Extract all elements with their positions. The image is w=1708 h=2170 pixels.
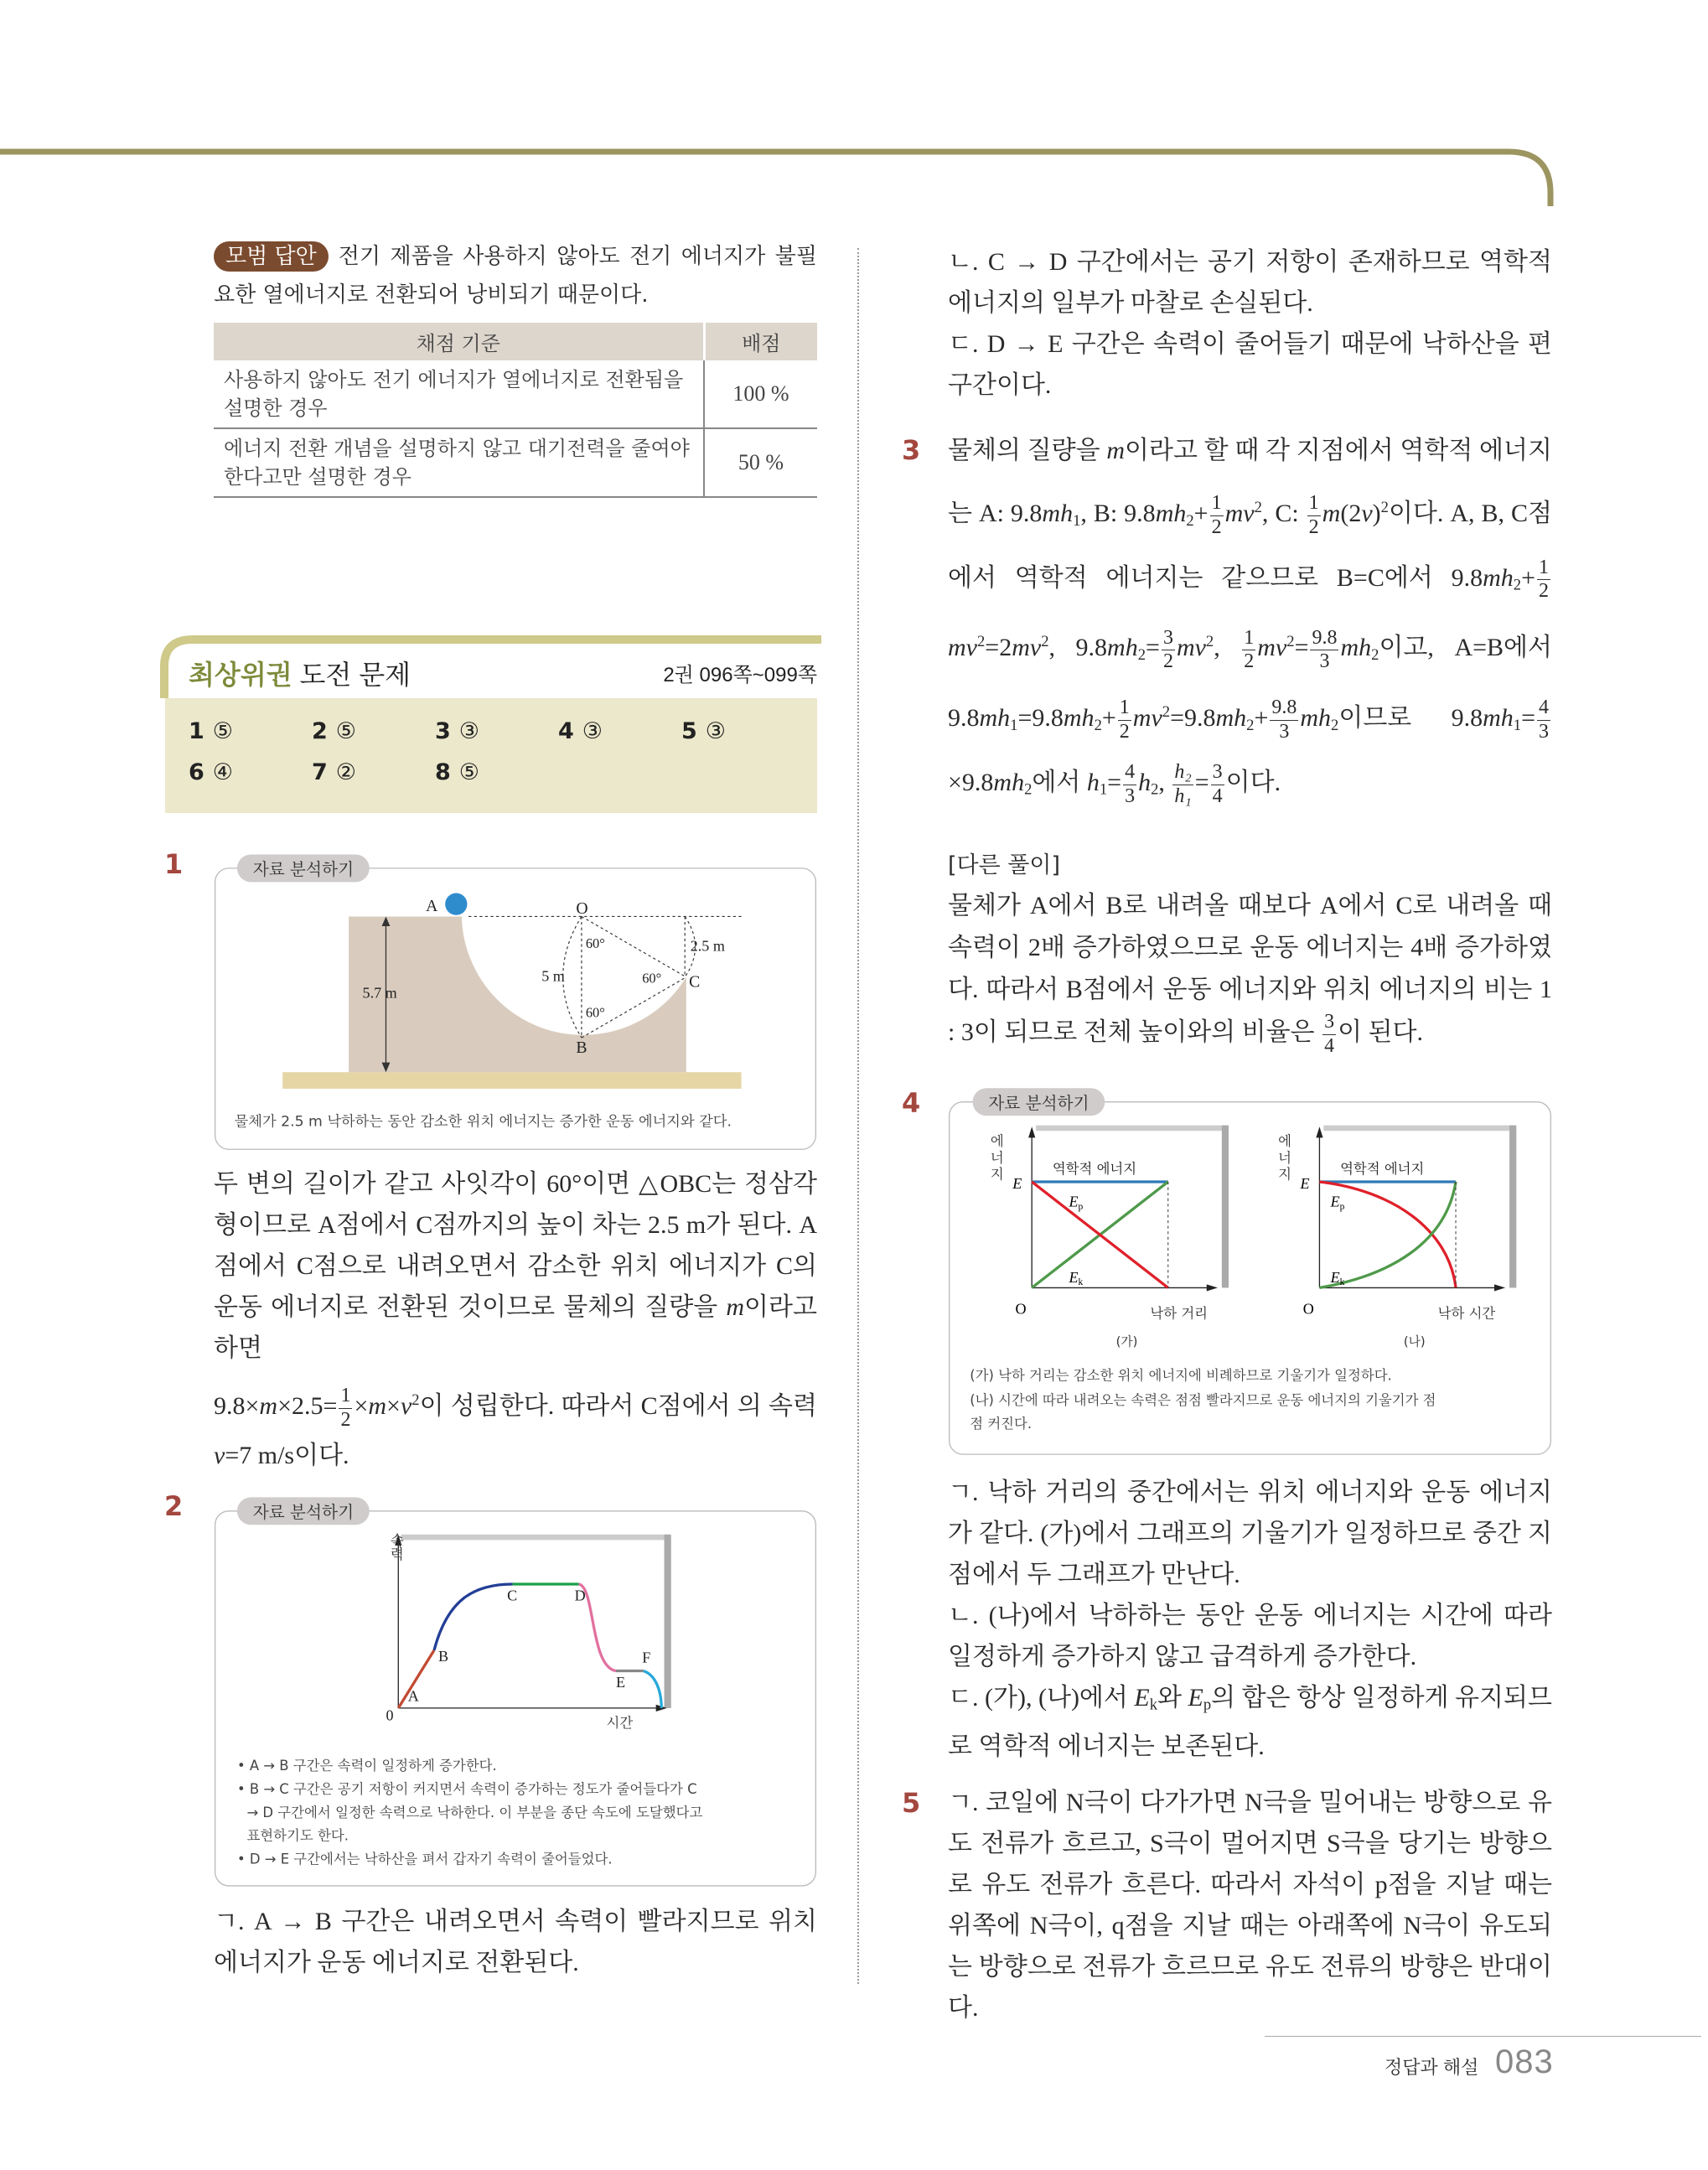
- fraction-denominator: 2: [1211, 515, 1222, 538]
- q2-item-b: [948, 241, 1552, 324]
- figure-q1: [214, 852, 817, 1155]
- text-run: (2: [1340, 500, 1362, 528]
- math-fraction: [1270, 697, 1298, 743]
- table-row: [214, 428, 817, 497]
- math-variable: mh: [1300, 704, 1332, 733]
- q5-item-a: [948, 1782, 1552, 2028]
- math-fraction: [1162, 627, 1175, 674]
- math-fraction: [1118, 697, 1131, 743]
- math-variable: mv: [1257, 634, 1287, 662]
- caption-line: 점 커진다.: [970, 1415, 1033, 1432]
- q1-explanation: [214, 1163, 817, 1369]
- fraction-denominator: 2: [1308, 515, 1319, 538]
- table-row: [214, 360, 817, 428]
- origin-label: O: [1302, 1300, 1314, 1318]
- math-variable: mv: [1012, 634, 1042, 662]
- caption-bullet: 표현하기도 한다.: [246, 1827, 349, 1844]
- question-number: 4: [902, 1087, 921, 1119]
- q2-item-a: [214, 1901, 817, 1983]
- math-variable: v: [1361, 500, 1373, 528]
- question-number: 3: [902, 434, 921, 466]
- q3-para: [948, 422, 1552, 819]
- section-title-main: 도전 문제: [299, 660, 411, 690]
- math-variable: mh: [1155, 500, 1187, 528]
- math-variable: m: [259, 1392, 278, 1421]
- math-variable: mh: [1042, 500, 1074, 528]
- text-run: ㄴ. (나)에서 낙하하는 동안 운동 에너지는 시간에 따라 일정하게 증가하지 않고 급격하게 증가한다.: [948, 1602, 1552, 1670]
- math-superscript: 2: [1254, 499, 1262, 516]
- math-variable: mv: [1176, 634, 1206, 662]
- answer-choice: ③: [705, 718, 727, 744]
- total-height-label: 5.7 m: [362, 984, 397, 1002]
- fraction-denominator: 2: [340, 1408, 351, 1431]
- text-run: ×2.5=: [277, 1392, 338, 1421]
- q4-item-a: [948, 1472, 1552, 1595]
- text-run: =: [1146, 634, 1160, 662]
- math-variable: m: [368, 1392, 387, 1421]
- answer-number: 7: [312, 759, 328, 785]
- text-run: 물체의 질량을: [948, 437, 1107, 464]
- answer-number: 3: [435, 718, 451, 744]
- math-subscript: 1: [1513, 717, 1522, 735]
- math-superscript: 2: [1162, 703, 1171, 722]
- answer-number: 8: [435, 759, 451, 785]
- text-run: , C:: [1261, 500, 1306, 528]
- math-variable: mh: [993, 769, 1025, 797]
- math-subscript: 2: [1246, 717, 1255, 735]
- answer-number: 1: [189, 718, 204, 744]
- fraction-denominator: 3: [1319, 650, 1330, 673]
- y-axis-label: 속력: [375, 1532, 404, 1549]
- math-variable: v: [214, 1442, 225, 1470]
- math-superscript: 2: [976, 633, 986, 651]
- caption-line: (가) 낙하 거리는 감소한 위치 에너지에 비례하므로 기울기가 일정하다.: [970, 1367, 1392, 1384]
- x-axis-label: 낙하 거리: [1150, 1305, 1209, 1322]
- math-variable: E: [1188, 1684, 1203, 1712]
- math-fraction: [1242, 627, 1255, 674]
- tab-label: 자료 분석하기: [988, 1093, 1089, 1113]
- fraction-denominator: 2: [1119, 721, 1130, 743]
- q1-formula: [214, 1376, 817, 1480]
- footer-label: 정답과 해설: [1385, 2057, 1479, 2078]
- label-E: E: [1012, 1175, 1022, 1193]
- math-variable: h: [1086, 769, 1100, 797]
- math-variable: mh: [979, 704, 1011, 733]
- y-axis-label: 에: [990, 1133, 1004, 1150]
- answer-number: 6: [189, 759, 204, 785]
- text-run: 이 된다.: [1338, 1018, 1424, 1046]
- text-run: +: [1521, 563, 1535, 592]
- label-B: B: [576, 1038, 587, 1058]
- text-run: +: [1254, 704, 1269, 733]
- y-axis-label: 에: [1278, 1133, 1292, 1150]
- fraction-denominator: h₁: [1174, 785, 1192, 807]
- fraction-numerator: 1: [1242, 627, 1255, 651]
- math-subscript: 1: [1073, 511, 1081, 530]
- q1-para1: [214, 1163, 817, 1369]
- answer-box: [165, 698, 817, 813]
- q1-para2: [214, 1376, 817, 1480]
- answer-number: 5: [681, 718, 697, 744]
- text-run: =: [1194, 769, 1209, 797]
- math-subscript: p: [1203, 1696, 1212, 1714]
- grading-table: [214, 323, 817, 498]
- fraction-denominator: 2: [1244, 650, 1255, 673]
- answer-item: [681, 718, 726, 744]
- caption-line: (나) 시간에 따라 내려오는 속력은 점점 빨라지므로 운동 에너지의 기울기가 점: [970, 1392, 1436, 1409]
- text-run: ㄷ. D → E 구간은 속력이 줄어들기 때문에 낙하산을 편 구간이다.: [948, 330, 1552, 399]
- fraction-numerator: 3: [1322, 1011, 1336, 1035]
- mechanical-energy-label: 역학적 에너지: [1340, 1161, 1425, 1178]
- fraction-denominator: 3: [1539, 721, 1549, 743]
- question-number: 5: [902, 1787, 921, 1819]
- text-run: 에서: [1032, 769, 1087, 797]
- footer-rule: [1265, 2036, 1701, 2037]
- x-axis-label: 낙하 시간: [1437, 1305, 1496, 1322]
- figure-q2: [214, 1494, 817, 1890]
- tab-label: 자료 분석하기: [252, 860, 355, 880]
- fraction-numerator: 1: [1537, 557, 1550, 581]
- answer-choice: ⑤: [335, 718, 357, 744]
- q2-items-continued: [948, 241, 1552, 406]
- answer-number: 4: [558, 718, 574, 744]
- caption-bullet: • D → E 구간에서는 낙하산을 펴서 갑자기 속력이 줄어들었다.: [236, 1851, 613, 1867]
- answer-item: [435, 718, 479, 744]
- q2-item-c: [948, 324, 1552, 406]
- math-fraction: [1172, 761, 1193, 808]
- text-run: =: [1294, 634, 1309, 662]
- label-C: C: [689, 972, 701, 992]
- caption-bullet: • B → C 구간은 공기 저항이 커지면서 속력이 증가하는 정도가 줄어들다가 C: [236, 1780, 697, 1797]
- text-run: =9.8: [1017, 704, 1064, 733]
- q2-item-a-text: [214, 1901, 817, 1983]
- fraction-numerator: 1: [339, 1385, 352, 1409]
- fraction-numerator: h₂: [1172, 761, 1193, 785]
- label-C: C: [507, 1587, 518, 1604]
- math-subscript: 2: [1186, 511, 1194, 530]
- page-number: 083: [1495, 2043, 1554, 2080]
- text-run: ㄱ. 코일에 N극이 다가가면 N극을 밀어내는 방향으로 유도 전류가 흐르고, S극이 멀어지면 S극을 당기는 방향으로 유도 전류가 흐른다. 따라서 자석이 p점을 지날 때는 위쪽에 N극이, q점을 지날 때는 아래쪽에 N극이 유도되는 방향으로 전류가 흐르므로 유도 전류의 방향은 반대이다.: [948, 1789, 1552, 2022]
- y-axis-label: 너: [990, 1149, 1004, 1166]
- text-run: =7 m/s이다.: [225, 1442, 349, 1470]
- label-E: E: [616, 1674, 626, 1691]
- fraction-numerator: 4: [1123, 761, 1136, 785]
- answer-item: [189, 718, 233, 744]
- text-run: 이 성립한다. 따라서 C점에서 의 속력: [419, 1392, 817, 1421]
- section-title: [189, 654, 411, 692]
- q4-items: [948, 1472, 1552, 1767]
- math-superscript: 2: [1380, 499, 1389, 516]
- fraction-denominator: 2: [1162, 650, 1173, 673]
- text-run: 이므로 9.8: [1338, 704, 1483, 733]
- q5-items: [948, 1782, 1552, 2028]
- label-Ek: Ek: [1069, 1268, 1084, 1288]
- text-run: ㄱ. 낙하 거리의 중간에서는 위치 에너지와 운동 에너지가 같다. (가)에서 그래프의 기울기가 일정하므로 중간 지점에서 두 그래프가 만난다.: [948, 1479, 1552, 1588]
- caption-bullet: → D 구간에서 일정한 속력으로 낙하한다. 이 부분을 종단 속도에 도달했다고: [246, 1804, 703, 1820]
- answer-item: [435, 759, 479, 785]
- math-subscript: 2: [1151, 780, 1159, 799]
- math-variable: m: [1106, 437, 1125, 464]
- text-run: =: [1107, 769, 1122, 797]
- y-axis-label: 지: [1278, 1166, 1292, 1183]
- text-run: , B: 9.8: [1080, 500, 1156, 528]
- y-axis-label: 너: [1278, 1149, 1292, 1166]
- q3-alt-label: [다른 풀이]: [948, 852, 1060, 878]
- height-label: 2.5 m: [690, 937, 725, 955]
- math-variable: mh: [1483, 563, 1514, 592]
- answer-item: [312, 718, 356, 744]
- ball: [445, 893, 467, 914]
- section-title-accent: 최상위권: [189, 660, 292, 690]
- grading-score: 50 %: [704, 428, 817, 497]
- math-superscript: 2: [1041, 633, 1049, 651]
- answer-choice: ③: [582, 718, 603, 744]
- fraction-numerator: 1: [1118, 697, 1131, 721]
- figure-q4: [948, 1088, 1552, 1460]
- text-run: 와: [1157, 1684, 1188, 1712]
- mechanical-energy-label: 역학적 에너지: [1052, 1161, 1137, 1178]
- ground: [282, 1072, 741, 1089]
- text-run: =: [1521, 704, 1535, 733]
- text-run: 두 변의 길이가 같고 사잇각이 60°이면 △OBC는 정삼각형이므로 A점에서 C점까지의 높이 차는 2.5 m가 된다. A점에서 C점으로 내려오면서 감소한 위치 에너지가 C의 운동 에너지로 전환된 것이므로 물체의 질량을: [214, 1170, 817, 1321]
- model-answer-badge: 모범 답안: [214, 241, 329, 272]
- math-fraction: [1123, 761, 1136, 808]
- fraction-denominator: 2: [1539, 580, 1549, 603]
- fraction-denominator: 4: [1324, 1034, 1335, 1057]
- math-subscript: 2: [1371, 646, 1379, 665]
- grading-score: 100 %: [704, 360, 817, 428]
- math-variable: mv: [948, 634, 977, 662]
- text-run: 이라고 할 때 각 지점에서 역학적 에너지는 A: 9.8: [948, 437, 1552, 528]
- x-axis-label: 시간: [606, 1714, 634, 1731]
- question-number: 2: [164, 1490, 184, 1522]
- y-axis-label: 지: [990, 1166, 1004, 1183]
- text-run: ×9.8: [948, 769, 994, 797]
- math-fraction: [1537, 557, 1550, 603]
- label-F: F: [642, 1649, 651, 1666]
- radius-label: 5 m: [541, 967, 565, 985]
- text-run: 의 합은 항상 일정하게 유지되므로 역학적 에너지는 보존된다.: [948, 1684, 1552, 1760]
- text-run: 이라고 하면: [214, 1293, 817, 1362]
- answer-item: [189, 759, 233, 785]
- label-Ep: Ep: [1069, 1193, 1084, 1212]
- label-D: D: [574, 1587, 586, 1604]
- fraction-numerator: 9.8: [1310, 627, 1338, 651]
- q3-explanation: [948, 422, 1552, 819]
- text-run: ㄴ. C → D 구간에서는 공기 저항이 존재하므로 역학적 에너지의 일부가 마찰로 손실된다.: [948, 248, 1552, 317]
- text-run: ㄱ. A → B 구간은 내려오면서 속력이 빨라지므로 위치 에너지가 운동 에너지로 전환된다.: [214, 1908, 817, 1976]
- math-variable: mh: [1107, 634, 1138, 662]
- text-run: , 9.8: [1048, 634, 1108, 662]
- q4-item-b: [948, 1595, 1552, 1677]
- grading-header-criterion: 채점 기준: [214, 323, 704, 360]
- fraction-denominator: 4: [1212, 785, 1223, 807]
- text-run: ×: [354, 1392, 369, 1421]
- fraction-numerator: 3: [1162, 627, 1175, 651]
- math-variable: v: [400, 1392, 412, 1421]
- math-variable: mh: [1483, 704, 1514, 733]
- math-subscript: 1: [1010, 717, 1018, 735]
- fraction-numerator: 1: [1210, 492, 1224, 516]
- section-pages: 2권 096쪽~099쪽: [663, 664, 817, 686]
- answer-choice: ④: [212, 759, 234, 785]
- answer-choice: ⑤: [212, 718, 234, 744]
- q3-alt-solution: [948, 885, 1552, 1058]
- fraction-numerator: 1: [1307, 492, 1321, 516]
- math-variable: mv: [1224, 500, 1255, 528]
- text-run: +: [1193, 500, 1209, 528]
- math-fraction: [1322, 1011, 1336, 1058]
- origin-label: 0: [386, 1706, 394, 1724]
- math-subscript: 2: [1331, 717, 1339, 735]
- text-run: ,: [1158, 769, 1172, 797]
- fraction-denominator: 3: [1279, 721, 1290, 743]
- math-variable: m: [726, 1293, 745, 1321]
- header-band: [0, 0, 1708, 218]
- math-variable: mh: [1340, 634, 1372, 662]
- model-answer-text: 전기 제품을 사용하지 않아도 전기 에너지가 불필요한 열에너지로 전환되어 낭비되기 때문이다.: [214, 244, 817, 308]
- text-run: 이고, A=B에서 9.8: [948, 634, 1553, 733]
- math-superscript: 2: [411, 1391, 420, 1409]
- fraction-numerator: 9.8: [1270, 697, 1298, 721]
- angle-label: 60°: [585, 1004, 605, 1021]
- grading-criterion: 에너지 전환 개념을 설명하지 않고 대기전력을 줄여야 한다고만 설명한 경우: [214, 428, 704, 497]
- answer-choice: ⑤: [458, 759, 480, 785]
- graph-label: (가): [1115, 1334, 1138, 1349]
- label-B: B: [437, 1648, 449, 1665]
- math-subscript: k: [1149, 1696, 1158, 1714]
- math-subscript: 2: [1137, 646, 1146, 665]
- grading-header-score: 배점: [704, 323, 817, 360]
- math-subscript: 2: [1024, 780, 1033, 799]
- math-fraction: [1211, 761, 1224, 808]
- text-run: ): [1372, 500, 1381, 528]
- answer-choice: ③: [458, 718, 480, 744]
- text-run: 9.8×: [214, 1392, 260, 1421]
- answer-number: 2: [312, 718, 328, 744]
- math-variable: m: [1322, 500, 1341, 528]
- math-fraction: [1537, 697, 1550, 743]
- text-run: ㄷ. (가), (나)에서: [948, 1684, 1135, 1712]
- label-A: A: [407, 1687, 419, 1705]
- origin-label: O: [1015, 1300, 1027, 1318]
- label-A: A: [426, 896, 438, 915]
- q3-alt-para: [948, 885, 1552, 1058]
- label-Ep: Ep: [1330, 1193, 1345, 1212]
- tab-label: 자료 분석하기: [252, 1503, 355, 1523]
- q4-item-c: [948, 1677, 1552, 1767]
- fraction-numerator: 4: [1537, 697, 1550, 721]
- fraction-denominator: 3: [1125, 785, 1136, 807]
- column-divider: [857, 248, 859, 1984]
- figure-caption: 물체가 2.5 m 낙하하는 동안 감소한 위치 에너지는 증가한 운동 에너지와 같다.: [234, 1113, 732, 1131]
- model-answer: [214, 237, 817, 314]
- text-run: ×: [386, 1392, 401, 1421]
- math-fraction: [1310, 627, 1338, 674]
- label-Ek: Ek: [1330, 1268, 1345, 1288]
- graph-label: (나): [1403, 1334, 1426, 1349]
- caption-bullet: • A → B 구간은 속력이 일정하게 증가한다.: [236, 1757, 497, 1774]
- text-run: 이다.: [1225, 769, 1281, 797]
- angle-label: 60°: [642, 970, 662, 987]
- math-fraction: [1307, 492, 1321, 539]
- answer-choice: ②: [335, 759, 357, 785]
- math-variable: E: [1134, 1684, 1150, 1712]
- text-run: ,: [1214, 634, 1241, 662]
- text-run: =9.8: [1170, 704, 1216, 733]
- math-superscript: 2: [1205, 633, 1214, 651]
- math-superscript: 2: [1286, 633, 1295, 651]
- math-subscript: 2: [1094, 717, 1102, 735]
- answer-item: [558, 718, 603, 744]
- math-fraction: [339, 1385, 352, 1432]
- label-O: O: [576, 899, 588, 919]
- answer-item: [312, 759, 356, 785]
- math-variable: mh: [1063, 704, 1095, 733]
- math-variable: h: [1138, 769, 1152, 797]
- text-run: =2: [985, 634, 1012, 662]
- math-subscript: 2: [1513, 576, 1522, 594]
- math-variable: mh: [1215, 704, 1247, 733]
- text-run: 물체가 A에서 B로 내려올 때보다 A에서 C로 내려올 때 속력이 2배 증가하였으므로 운동 에너지는 4배 증가하였다. 따라서 B점에서 운동 에너지와 위치 에너지의 비는 1 : 3이 되므로 전체 높이와의 비율은: [948, 892, 1552, 1046]
- label-E: E: [1300, 1175, 1310, 1193]
- fraction-numerator: 3: [1211, 761, 1224, 785]
- math-variable: mv: [1132, 704, 1162, 733]
- grading-criterion: 사용하지 않아도 전기 에너지가 열에너지로 전환됨을 설명한 경우: [214, 360, 704, 428]
- angle-label: 60°: [585, 935, 605, 952]
- math-subscript: 1: [1099, 780, 1108, 799]
- text-run: +: [1101, 704, 1116, 733]
- math-fraction: [1210, 492, 1224, 539]
- question-number: 1: [164, 848, 184, 880]
- text-run: 이다. A, B, C점에서 역학적 에너지는 같으므로 B=C에서 9.8: [948, 500, 1552, 592]
